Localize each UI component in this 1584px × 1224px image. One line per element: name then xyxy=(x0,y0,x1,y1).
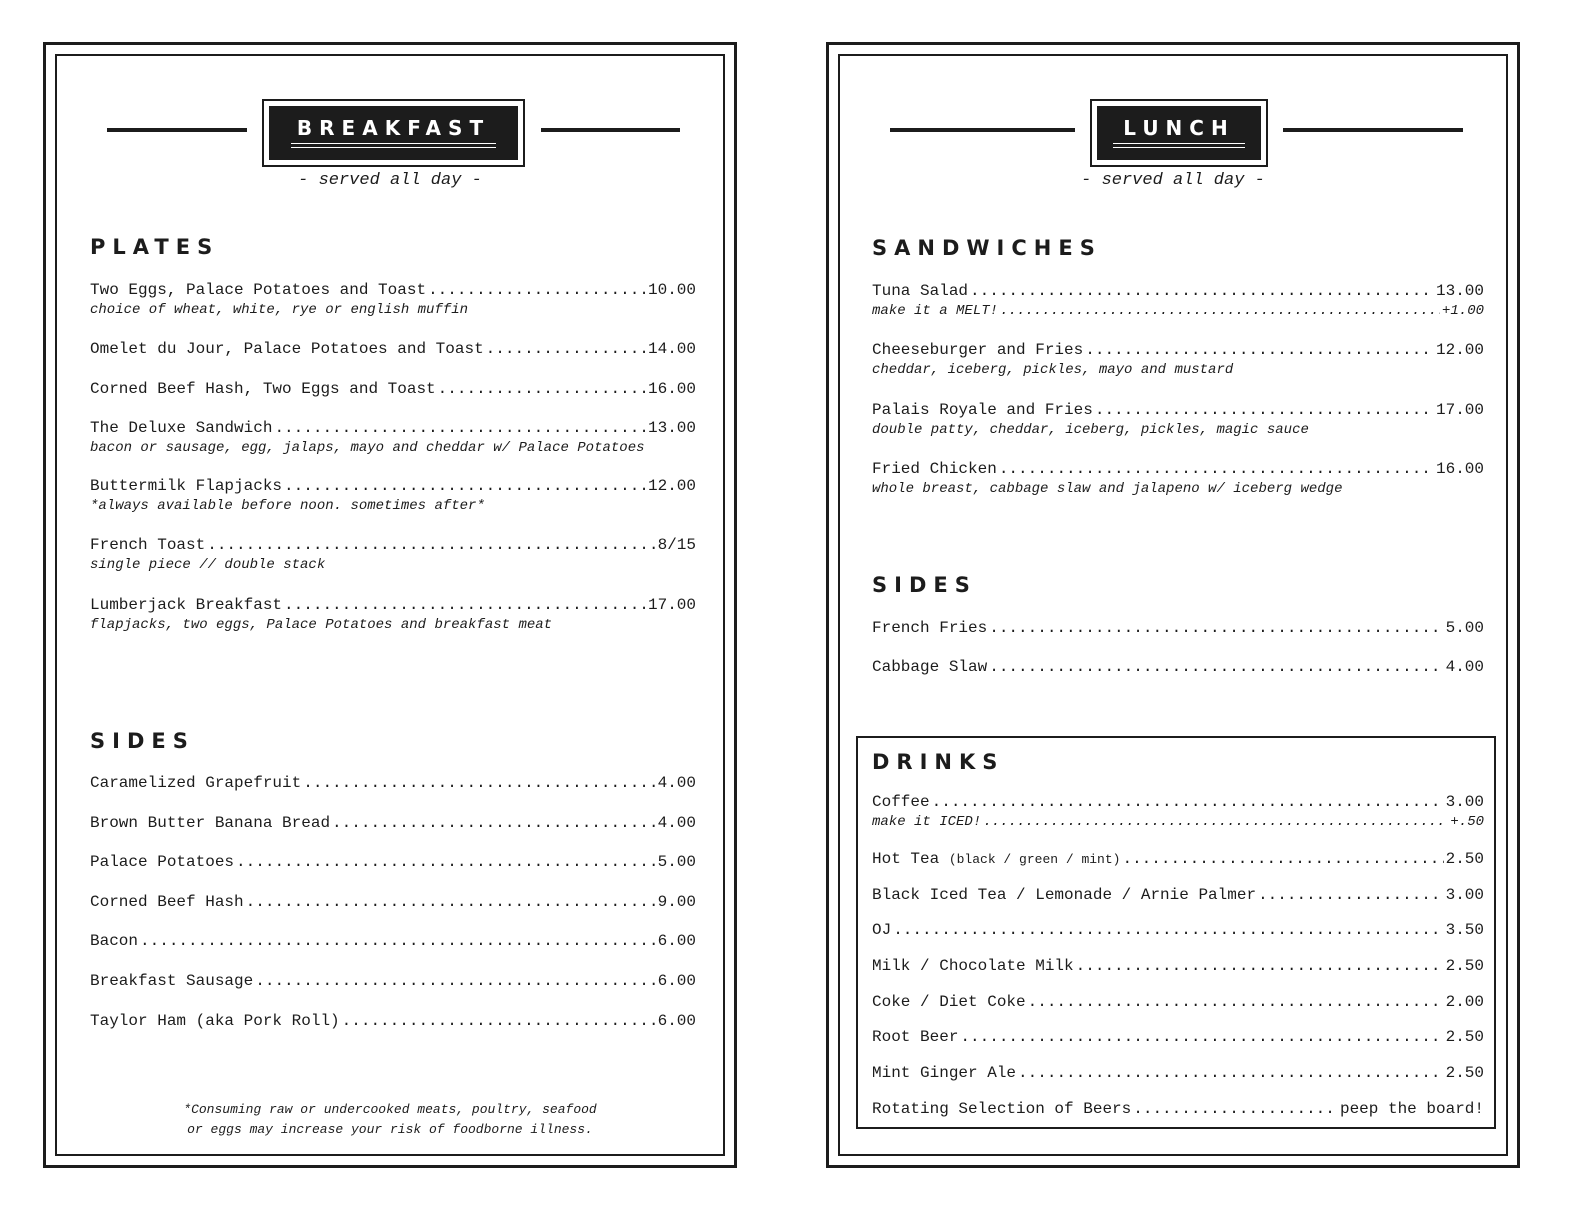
menu-item xyxy=(90,477,696,515)
item-price: 12.00 xyxy=(1435,341,1484,359)
title-underline xyxy=(291,143,496,148)
drinks-heading: DRINKS xyxy=(872,750,1005,774)
menu-item xyxy=(872,1064,1484,1084)
item-name: French Toast xyxy=(90,536,206,554)
item-price: 17.00 xyxy=(647,596,696,614)
item-price: 2.00 xyxy=(1445,993,1484,1011)
menu-item xyxy=(90,853,696,873)
menu-item xyxy=(90,281,696,319)
item-price: 10.00 xyxy=(647,281,696,299)
menu-item xyxy=(872,658,1484,678)
item-name: Brown Butter Banana Bread xyxy=(90,814,331,832)
menu-item xyxy=(872,460,1484,498)
disclaimer-line: *Consuming raw or undercooked meats, poultry, seafood xyxy=(183,1102,597,1117)
menu-item xyxy=(872,401,1484,439)
item-name: Fried Chicken xyxy=(872,460,997,478)
item-name: French Fries xyxy=(872,619,988,637)
menu-item xyxy=(90,932,696,952)
item-description: choice of wheat, white, rye or english muffin xyxy=(90,302,469,318)
item-price: 16.00 xyxy=(647,380,696,398)
item-extra: make it a MELT! xyxy=(872,303,999,319)
item-name: Cabbage Slaw xyxy=(872,658,988,676)
item-name: Palais Royale and Fries xyxy=(872,401,1093,419)
item-price: 2.50 xyxy=(1445,1028,1484,1046)
item-price: 6.00 xyxy=(657,932,696,950)
item-price: 17.00 xyxy=(1435,401,1484,419)
menu-item xyxy=(90,596,696,634)
breakfast-menu-panel xyxy=(43,42,737,1168)
item-price: 8/15 xyxy=(657,536,696,554)
menu-item xyxy=(90,774,696,794)
item-price: 9.00 xyxy=(657,893,696,911)
menu-item xyxy=(872,886,1484,906)
item-price: 4.00 xyxy=(657,774,696,792)
item-price: 13.00 xyxy=(647,419,696,437)
item-name: Two Eggs, Palace Potatoes and Toast xyxy=(90,281,427,299)
menu-item xyxy=(90,340,696,360)
item-name: Black Iced Tea / Lemonade / Arnie Palmer xyxy=(872,886,1257,904)
item-note: (black / green / mint) xyxy=(948,852,1121,867)
item-price: 3.50 xyxy=(1445,921,1484,939)
item-price: 6.00 xyxy=(657,972,696,990)
item-price: 13.00 xyxy=(1435,282,1484,300)
item-price: 14.00 xyxy=(647,340,696,358)
title-rule-right xyxy=(541,128,680,132)
item-name: Mint Ginger Ale xyxy=(872,1064,1017,1082)
item-name: Taylor Ham (aka Pork Roll) xyxy=(90,1012,340,1030)
item-price: 6.00 xyxy=(657,1012,696,1030)
item-price: 3.00 xyxy=(1445,793,1484,811)
item-name: Bacon xyxy=(90,932,139,950)
item-name: The Deluxe Sandwich xyxy=(90,419,273,437)
item-extra: make it ICED! xyxy=(872,814,982,830)
menu-item xyxy=(872,282,1484,320)
item-name: Corned Beef Hash, Two Eggs and Toast xyxy=(90,380,436,398)
item-name: Buttermilk Flapjacks xyxy=(90,477,283,495)
menu-item xyxy=(872,957,1484,977)
title-rule-left xyxy=(107,128,247,132)
breakfast-title-frame xyxy=(262,99,525,167)
item-price: 5.00 xyxy=(657,853,696,871)
title-underline xyxy=(1113,143,1245,148)
menu-item xyxy=(872,921,1484,941)
disclaimer-line: or eggs may increase your risk of foodborne illness. xyxy=(187,1122,593,1137)
menu-item xyxy=(90,419,696,457)
menu-item xyxy=(90,814,696,834)
lunch-subtitle: - served all day - xyxy=(1081,171,1265,190)
item-price: peep the board! xyxy=(1339,1100,1484,1118)
item-price: 16.00 xyxy=(1435,460,1484,478)
item-description: bacon or sausage, egg, jalaps, mayo and cheddar w/ Palace Potatoes xyxy=(90,440,645,456)
title-rule-left xyxy=(890,128,1075,132)
menu-item xyxy=(872,793,1484,831)
item-description: double patty, cheddar, iceberg, pickles, magic sauce xyxy=(872,422,1309,438)
item-name: Breakfast Sausage xyxy=(90,972,254,990)
lunch-sides-heading: SIDES xyxy=(872,573,977,597)
item-name: OJ xyxy=(872,921,892,939)
item-price: 5.00 xyxy=(1445,619,1484,637)
item-name: Rotating Selection of Beers xyxy=(872,1100,1132,1118)
item-name: Lumberjack Breakfast xyxy=(90,596,283,614)
item-extra-price: +1.00 xyxy=(1441,303,1484,319)
breakfast-sides-heading: SIDES xyxy=(90,729,195,753)
breakfast-title-box xyxy=(269,106,518,160)
item-price: 3.00 xyxy=(1445,886,1484,904)
item-price: 4.00 xyxy=(657,814,696,832)
item-price: 2.50 xyxy=(1445,957,1484,975)
item-description: whole breast, cabbage slaw and jalapeno w/ iceberg wedge xyxy=(872,481,1343,497)
item-name: Milk / Chocolate Milk xyxy=(872,957,1074,975)
menu-item xyxy=(90,972,696,992)
item-price: 2.50 xyxy=(1445,850,1484,868)
menu-item xyxy=(872,1028,1484,1048)
item-description: cheddar, iceberg, pickles, mayo and mustard xyxy=(872,362,1234,378)
item-name: Omelet du Jour, Palace Potatoes and Toast xyxy=(90,340,484,358)
item-extra-price: +.50 xyxy=(1450,814,1484,830)
item-description: *always available before noon. sometimes after* xyxy=(90,498,485,514)
item-price: 4.00 xyxy=(1445,658,1484,676)
menu-item xyxy=(90,536,696,574)
item-name: Coke / Diet Coke xyxy=(872,993,1026,1011)
item-description: flapjacks, two eggs, Palace Potatoes and breakfast meat xyxy=(90,617,553,633)
item-name: Root Beer xyxy=(872,1028,959,1046)
lunch-title: LUNCH xyxy=(1123,116,1235,140)
menu-item xyxy=(872,1100,1484,1120)
menu-item xyxy=(90,1012,696,1032)
title-rule-right xyxy=(1283,128,1463,132)
menu-item xyxy=(90,893,696,913)
menu-item xyxy=(872,619,1484,639)
breakfast-title: BREAKFAST xyxy=(296,116,491,140)
item-name: Cheeseburger and Fries xyxy=(872,341,1084,359)
lunch-title-box xyxy=(1097,106,1261,160)
item-name: Caramelized Grapefruit xyxy=(90,774,302,792)
item-price: 2.50 xyxy=(1445,1064,1484,1082)
item-description: single piece // double stack xyxy=(90,557,326,573)
breakfast-subtitle: - served all day - xyxy=(298,171,482,190)
menu-item xyxy=(872,341,1484,379)
item-name: Hot Tea xyxy=(872,850,940,868)
lunch-menu-panel xyxy=(826,42,1520,1168)
menu-item xyxy=(90,380,696,400)
item-name: Palace Potatoes xyxy=(90,853,235,871)
foodborne-illness-disclaimer xyxy=(46,1100,734,1140)
item-price: 12.00 xyxy=(647,477,696,495)
menu-item xyxy=(872,850,1484,870)
plates-heading: PLATES xyxy=(90,235,220,259)
menu-item xyxy=(872,993,1484,1013)
item-name: Coffee xyxy=(872,793,930,811)
lunch-title-frame xyxy=(1090,99,1268,167)
item-name: Corned Beef Hash xyxy=(90,893,244,911)
sandwiches-heading: SANDWICHES xyxy=(872,236,1102,260)
item-name: Tuna Salad xyxy=(872,282,969,300)
